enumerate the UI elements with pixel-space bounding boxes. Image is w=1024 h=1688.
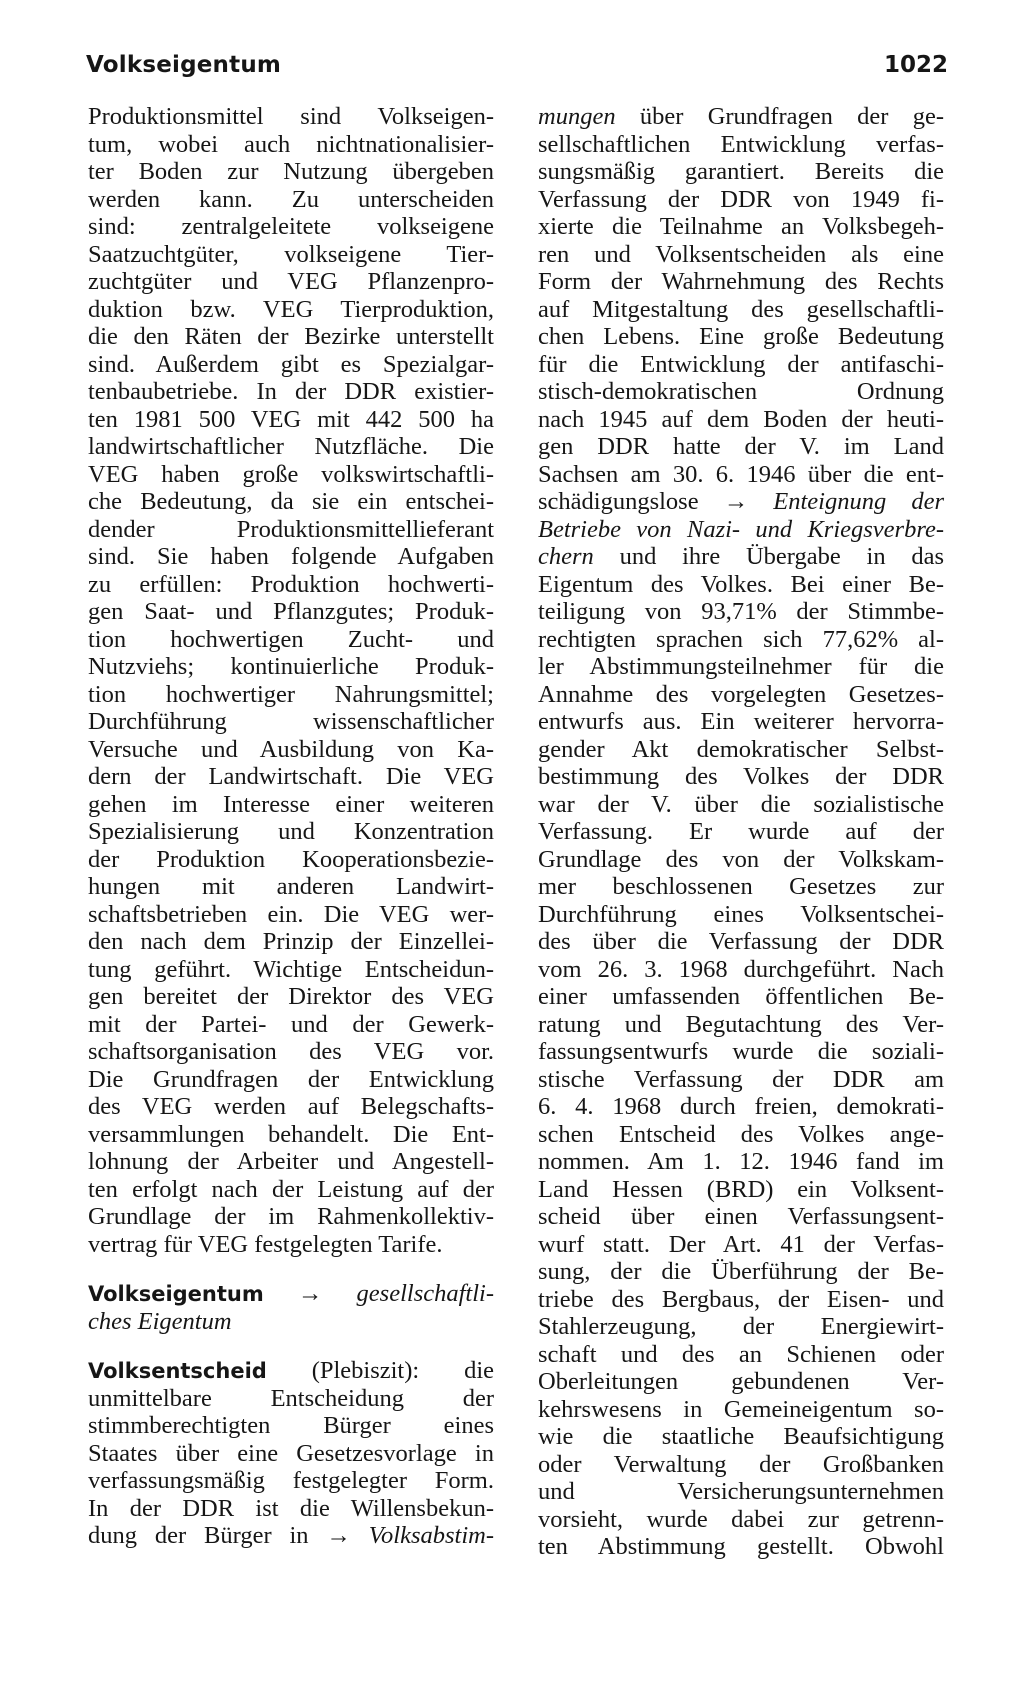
text-line [88, 1522, 494, 1550]
text-line: zu erfüllen: Produktion hochwerti- [88, 570, 494, 598]
text-line: für die Entwicklung der antifaschi- [538, 350, 944, 378]
text-line: schaftsbetrieben ein. Die VEG wer- [88, 900, 494, 928]
text-line: dender Produktionsmittellieferant [88, 515, 494, 543]
right-column [538, 103, 944, 1561]
text-line: gen Saat- und Pflanzgutes; Produk- [88, 598, 494, 625]
text-line: gender Akt demokratischer Selbst- [538, 735, 944, 763]
text-line: sungsmäßig garantiert. Bereits die [538, 158, 944, 185]
text-line: rechtigten sprachen sich 77,62% al- [538, 625, 944, 653]
text-line: wie die staatliche Beaufsichtigung [538, 1423, 944, 1450]
text-line: dern der Landwirtschaft. Die VEG [88, 763, 494, 790]
text-line: hungen mit anderen Landwirt- [88, 873, 494, 900]
text-line: nach 1945 auf dem Boden der heuti- [538, 405, 944, 433]
text-line: ten Abstimmung gestellt. Obwohl [538, 1533, 944, 1560]
text-line: sind: zentralgeleitete volkseigene [88, 213, 494, 240]
text-line: entwurfs aus. Ein weiterer hervorra- [538, 708, 944, 735]
text-fragment: dung der Bürger in [88, 1522, 309, 1549]
text-line [538, 488, 944, 516]
text-line: Form der Wahrnehmung des Rechts [538, 268, 944, 295]
text-line: ten 1981 500 VEG mit 442 500 ha [88, 405, 494, 433]
text-line: zuchtgüter und VEG Pflanzenpro- [88, 268, 494, 295]
text-line: ten erfolgt nach der Leistung auf der [88, 1175, 494, 1203]
text-line: einer umfassenden öffentlichen Be- [538, 983, 944, 1010]
text-line: scheid über einen Verfassungsent- [538, 1203, 944, 1230]
text-line: schaftsorganisation des VEG vor. [88, 1038, 494, 1065]
text-line: tion hochwertigen Zucht- und [88, 625, 494, 653]
text-line: 6. 4. 1968 durch freien, demokrati- [538, 1093, 944, 1120]
arrow-icon: → [326, 1522, 351, 1549]
text-line: stimmberechtigten Bürger eines [88, 1412, 494, 1439]
text-line: vorsieht, wurde dabei zur getrenn- [538, 1505, 944, 1533]
entry-headword: Volkseigentum [88, 1282, 264, 1306]
text-line: sind. Sie haben folgende Aufgaben [88, 543, 494, 570]
text-line: che Bedeutung, da sie ein entschei- [88, 488, 494, 515]
text-line: gen bereitet der Direktor des VEG [88, 983, 494, 1010]
text-line: tung geführt. Wichtige Entscheidun- [88, 955, 494, 983]
text-line: ter Boden zur Nutzung übergeben [88, 158, 494, 185]
text-line: xierte die Teilnahme an Volksbegeh- [538, 213, 944, 240]
text-line: Durchführung eines Volksentschei- [538, 900, 944, 928]
text-line: tion hochwertiger Nahrungsmittel; [88, 680, 494, 708]
cross-reference-link[interactable]: gesellschaftli- [356, 1280, 494, 1307]
text-line: Annahme des vorgelegten Gesetzes- [538, 680, 944, 708]
text-line: Durchführung wissenschaftlicher [88, 708, 494, 735]
text-line: Saatzuchtgüter, volkseigene Tier- [88, 240, 494, 268]
text-line: mer beschlossenen Gesetzes zur [538, 873, 944, 900]
text-line: Grundlage des von der Volkskam- [538, 845, 944, 873]
text-line: Land Hessen (BRD) ein Volksent- [538, 1175, 944, 1203]
text-line: Staates über eine Gesetzesvorlage in [88, 1439, 494, 1467]
text-line: nommen. Am 1. 12. 1946 fand im [538, 1148, 944, 1175]
text-line: lohnung der Arbeiter und Angestell- [88, 1148, 494, 1175]
text-line: verfassungsmäßig festgelegter Form. [88, 1467, 494, 1494]
text-line: wurf statt. Der Art. 41 der Verfas- [538, 1230, 944, 1258]
text-line: tenbaubetriebe. In der DDR existier- [88, 378, 494, 405]
text-line: fassungsentwurfs wurde die soziali- [538, 1038, 944, 1065]
text-line: des VEG werden auf Belegschafts- [88, 1093, 494, 1120]
text-line [538, 103, 944, 131]
text-line: mit der Partei- und der Gewerk- [88, 1010, 494, 1038]
text-line: VEG haben große volkswirtschaftli- [88, 460, 494, 488]
text-line: vom 26. 3. 1968 durchgeführt. Nach [538, 955, 944, 983]
text-line: die den Räten der Bezirke unterstellt [88, 323, 494, 350]
text-line: Grundlage der im Rahmenkollektiv- [88, 1203, 494, 1230]
text-line: Versuche und Ausbildung von Ka- [88, 735, 494, 763]
text-line: Verfassung. Er wurde auf der [538, 818, 944, 845]
text-line: Spezialisierung und Konzentration [88, 818, 494, 845]
text-line: unmittelbare Entscheidung der [88, 1384, 494, 1412]
text-line: ren und Volksentscheiden als eine [538, 240, 944, 268]
text-line: gehen im Interesse einer weiteren [88, 790, 494, 818]
running-headword: Volkseigentum [86, 52, 282, 78]
text-line: Oberleitungen gebundenen Ver- [538, 1368, 944, 1395]
text-line: und Versicherungsunternehmen [538, 1478, 944, 1505]
text-line: Nutzviehs; kontinuierliche Produk- [88, 653, 494, 680]
text-line: der Produktion Kooperationsbezie- [88, 845, 494, 873]
text-line: Sachsen am 30. 6. 1946 über die ent- [538, 460, 944, 488]
text-line: oder Verwaltung der Großbanken [538, 1450, 944, 1478]
text-line: vertrag für VEG festgelegten Tarife. [88, 1230, 443, 1258]
text-line: duktion bzw. VEG Tierproduktion, [88, 295, 494, 323]
text-line: chen Lebens. Eine große Bedeutung [538, 323, 944, 350]
text-line: kehrswesens in Gemeineigentum so- [538, 1395, 944, 1423]
cross-reference-link[interactable]: Betriebe von Nazi- und Kriegsverbre- [538, 515, 944, 543]
text-line: versammlungen behandelt. Die Ent- [88, 1120, 494, 1148]
cross-reference-link[interactable]: ches Eigentum [88, 1307, 232, 1335]
text-line: sung, der die Überführung der Be- [538, 1258, 944, 1285]
arrow-icon: → [297, 1280, 323, 1307]
entry-volksentscheid [88, 1357, 494, 1385]
cross-reference-link[interactable]: chern [538, 543, 594, 570]
text-line: Eigentum des Volkes. Bei einer Be- [538, 570, 944, 598]
text-fragment: und ihre Übergabe in das [619, 543, 945, 570]
text-line: des über die Verfassung der DDR [538, 928, 944, 955]
text-line: war der V. über die sozialistische [538, 790, 944, 818]
entry-volkseigentum-xref [88, 1280, 494, 1308]
text-line: stisch-demokratischen Ordnung [538, 378, 944, 405]
text-line: Stahlerzeugung, der Energiewirt- [538, 1313, 944, 1340]
text-line: sind. Außerdem gibt es Spezialgar- [88, 350, 494, 378]
text-line: schaft und des an Schienen oder [538, 1340, 944, 1368]
text-fragment: (Plebiszit): die [311, 1357, 494, 1384]
text-fragment: über Grundfragen der ge- [639, 103, 944, 130]
text-line: Die Grundfragen der Entwicklung [88, 1065, 494, 1093]
entry-headword: Volksentscheid [88, 1359, 267, 1383]
text-line: In der DDR ist die Willensbekun- [88, 1494, 494, 1522]
page-number: 1022 [883, 52, 948, 78]
text-line: gen DDR hatte der V. im Land [538, 433, 944, 460]
cross-reference-link[interactable]: Volksabstim- [368, 1522, 495, 1549]
text-line: Verfassung der DDR von 1949 fi- [538, 185, 944, 213]
text-line: den nach dem Prinzip der Einzellei- [88, 928, 494, 955]
text-line: sellschaftlichen Entwicklung verfas- [538, 130, 944, 158]
text-line: schen Entscheid des Volkes ange- [538, 1120, 944, 1148]
text-line [538, 543, 944, 571]
text-line: tum, wobei auch nichtnationalisier- [88, 130, 494, 158]
text-line: stische Verfassung der DDR am [538, 1065, 944, 1093]
text-line: triebe des Bergbaus, der Eisen- und [538, 1285, 944, 1313]
text-fragment: schädigungslose [538, 488, 699, 515]
text-line: teiligung von 93,71% der Stimmbe- [538, 598, 944, 625]
arrow-icon: → [723, 488, 749, 515]
cross-reference-link[interactable]: mungen [538, 103, 616, 130]
text-line: ler Abstimmungsteilnehmer für die [538, 653, 944, 680]
cross-reference-link[interactable]: Enteignung der [773, 488, 944, 515]
text-line: bestimmung des Volkes der DDR [538, 763, 944, 790]
text-line: auf Mitgestaltung des gesellschaftli- [538, 295, 944, 323]
text-line: Produktionsmittel sind Volkseigen- [88, 103, 494, 130]
left-column [88, 103, 494, 1550]
text-line: landwirtschaftlicher Nutzfläche. Die [88, 433, 494, 460]
text-line: ratung und Begutachtung des Ver- [538, 1010, 944, 1038]
text-line: werden kann. Zu unterscheiden [88, 185, 494, 213]
